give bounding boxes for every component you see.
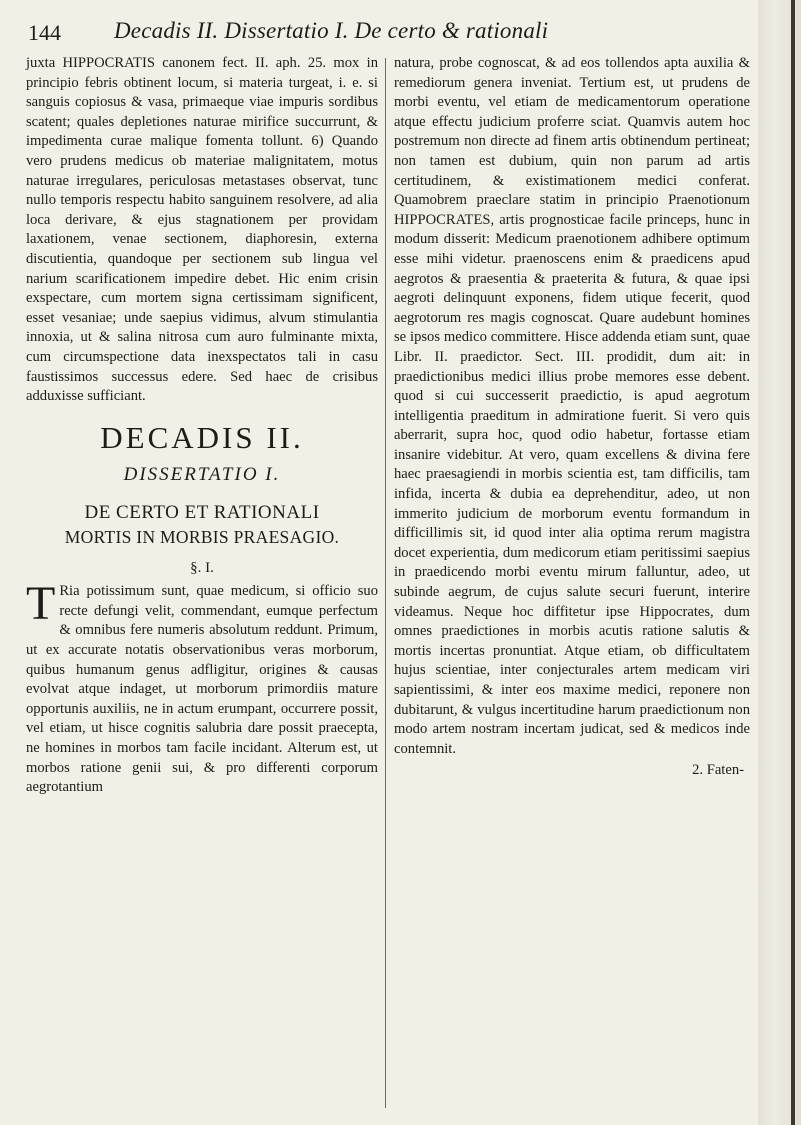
dissertation-heading: DISSERTATIO I.	[123, 463, 281, 485]
opening-paragraph	[26, 577, 378, 798]
right-column	[394, 54, 750, 781]
right-column-text: natura, probe cognoscat, & ad eos tollendos apta auxilia & remediorum genera inveniat. Tertium est, ut prudens de morbi eventu, vel etiam de medicamentorum operatione atque effectu judicium proferre sciat. Quamvis autem hoc postremum non directe ad finem artis obtinendum pertineat; non tamen est dubium, quin non parum ad artis certitudinem, & existimationem medici conferat. Quamobrem praeclare statim in principio Praenotionum HIPPOCRATES, artis prognosticae facile princeps, hunc in modum disserit: Medicum praenotionem adhibere optimum esse mihi videtur. praenoscens enim & praedicens apud aegrotos & praesentia & praeterita & futura, & quae ipsi aegroti delinquunt exponens, fidem utique fecerit, quod aegrotorum res magis cognoscat. Quare audebunt homines se ipsos medico committere. Hisce addenda etiam sunt, quae Libr. II. praedictor. Sect. III. prodidit, dum ait: in praedictionibus medici illius probe memores esse debent. quod si cui successerit praedictio, is apud aegrotum intelligentia praeditum in admiratione fuerit. Si vero quis aberrarit, supra hoc, quod odio habetur, fortasse etiam insanire videbitur. At vero, quam excellens & divina fere haec praesagiendi in morbis scientia est, tam difficilis, tam infida, incerta & dubia ea deprehenditur, adeo, ut non immerito judicium de morborum eventu formandum in difficillimis sit, id quod inter alia optima rerum magistra docet experientia, dum medicorum etiam peritissimi saepius in praedicendo morbi eventu mirum falluntur, adeo, ut subinde aegrum, de cujus salute securi fuerunt, interire videamus. Neque hoc diffitetur ipse Hippocrates, dum omnes praedictiones in morbis acutis ratione salutis & mortis incertas pronuntiat. Atque etiam, ob difficultatem hujus scientiae, inter conjecturales artem medicam viri sapientissimi, & inter eos maxime medici, reponere non dubitarunt, & vulgus incertitudine harum praedictionum non modo artem nostram incertam judicat, sed & medicos inde contemnit.	[394, 55, 750, 757]
running-title: Decadis II. Dissertatio I. De certo & rationali	[114, 18, 549, 43]
decade-heading: DECADIS II.	[100, 419, 304, 455]
chapter-title-line-2: MORTIS IN MORBIS PRAESAGIO.	[64, 526, 340, 547]
adjacent-page-edge	[758, 0, 801, 1125]
page-header	[28, 12, 768, 52]
drop-cap: T	[26, 577, 56, 631]
page-number: 144	[28, 20, 61, 45]
opening-paragraph-text: Ria potissimum sunt, quae medicum, si officio suo recte defungi velit, commendant, eumque perfectum & omnibus fere numeris absolutum reddunt. Primum, ut ex accurate notatis observationibus veras morborum, quibus humanum genus adfligitur, origines & causas evolvat atque indaget, ut morborum primordiis mature opportunis auxiliis, ne in actum erumpant, occurrere possit, vel etiam, ut hisce cognitis salubria dare possit praecepta, ne homines in morbos tam facile incidant. Alterum est, ut morbos ratione genii sui, & pro differenti corporum aegrotantium	[26, 583, 378, 796]
previous-section-ending: juxta HIPPOCRATIS canonem fect. II. aph. 25. mox in principio febris obtinent locum, si materia turgeat, i. e. si sanguis copiosus & vasa, primaeque viae impuris sordibus scatent; quales depletiones naturae mirifice succurrunt, & impedimenta curae malique fomenta tollunt. 6) Quando vero prudens medicus ob materiae malignitatem, motus naturae irregulares, periculosas metastases observat, tunc nullo temporis respectu habito sanguinem resolvere, ad alia loca derivare, & ejus stagnationem per providam laxationem, venae sectionem, diaphoresin, externa discutientia, quandoque per sectionem sub lingua vel narium scarificationem impedire debet. Hic enim crisin exspectare, cum mortem signa certissimam significent, esset vesaniae; unde saepius vidimus, alvum stimulantia innoxia, ut & salina nitrosa cum auro fulminante mixta, cum circumspectione data inexspectatos tali in casu faustissimos successus edere. Sed haec de crisibus adduxisse sufficiant.	[26, 55, 378, 405]
catchword: 2. Faten-	[692, 762, 744, 779]
left-column	[26, 54, 378, 798]
page-gutter-shadow	[791, 0, 795, 1125]
section-number: §. I.	[190, 559, 214, 576]
chapter-title-line-1: DE CERTO ET RATIONALI	[84, 501, 320, 523]
column-rule	[385, 58, 386, 1108]
